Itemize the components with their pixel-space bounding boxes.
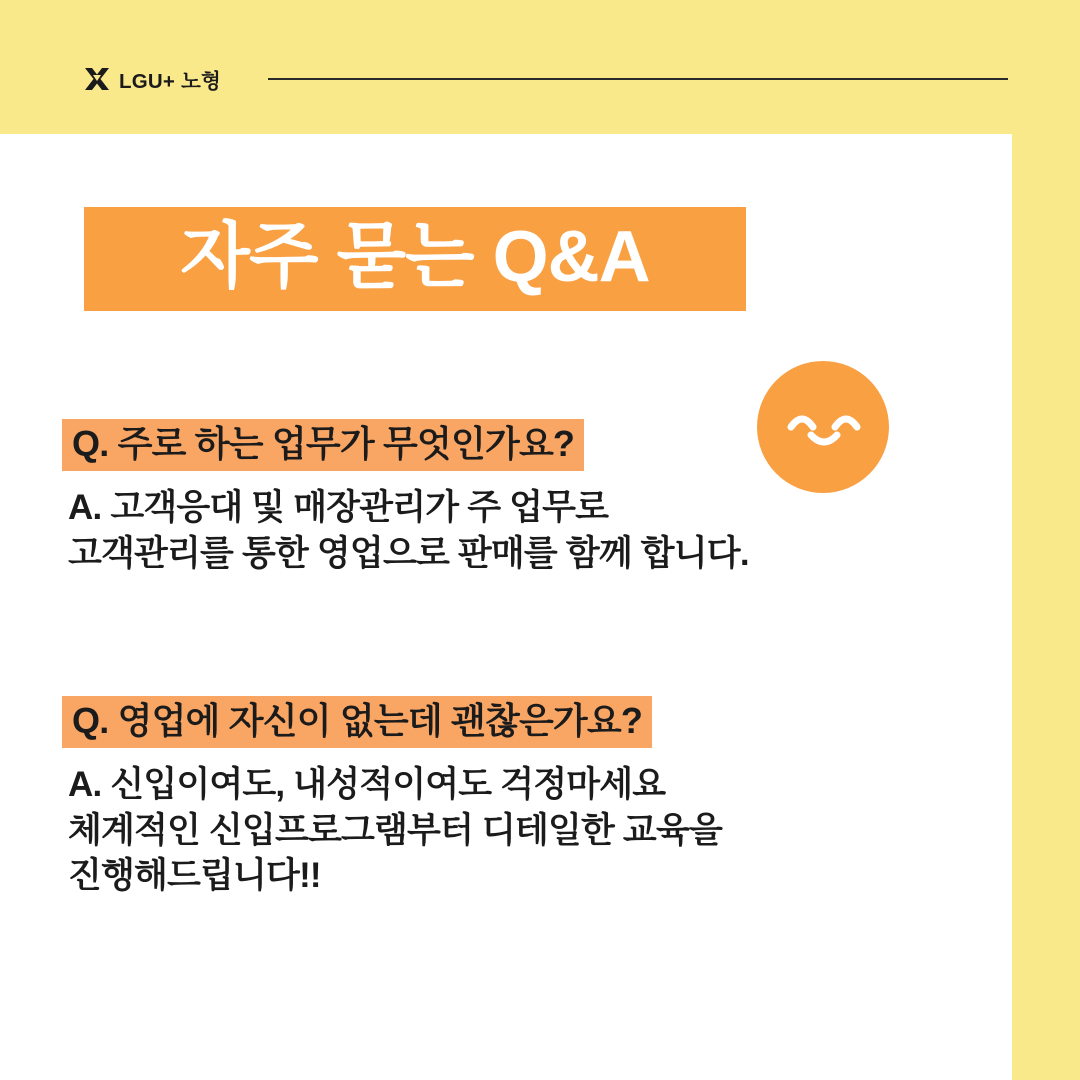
qa-answer-line: A. 고객응대 및 매장관리가 주 업무로 — [68, 488, 609, 528]
qa-item — [62, 419, 749, 576]
qa-answer — [62, 485, 749, 576]
page-title — [84, 207, 746, 311]
qa-item — [62, 696, 722, 899]
header-divider — [268, 78, 1008, 80]
qa-answer-line: 진행해드립니다!! — [68, 856, 321, 896]
qa-answer — [62, 762, 722, 899]
qa-answer-line: 체계적인 신입프로그램부터 디테일한 교육을 — [68, 810, 722, 850]
content-panel — [0, 134, 1012, 1080]
brand-name: LGU+ 노형 — [119, 70, 221, 93]
qa-question: Q. 주로 하는 업무가 무엇인가요? — [62, 419, 584, 471]
qa-question: Q. 영업에 자신이 없는데 괜찮은가요? — [62, 696, 652, 748]
brand-logo — [84, 64, 221, 94]
header-bar — [0, 0, 1080, 134]
page-title-text: 자주 묻는 Q&A — [180, 217, 650, 297]
smiley-face-icon — [757, 361, 889, 493]
qa-answer-line: 고객관리를 통한 영업으로 판매를 함께 합니다. — [68, 533, 749, 573]
x-mark-icon — [84, 66, 110, 92]
qa-answer-line: A. 신입이여도, 내성적이여도 걱정마세요 — [68, 765, 666, 805]
